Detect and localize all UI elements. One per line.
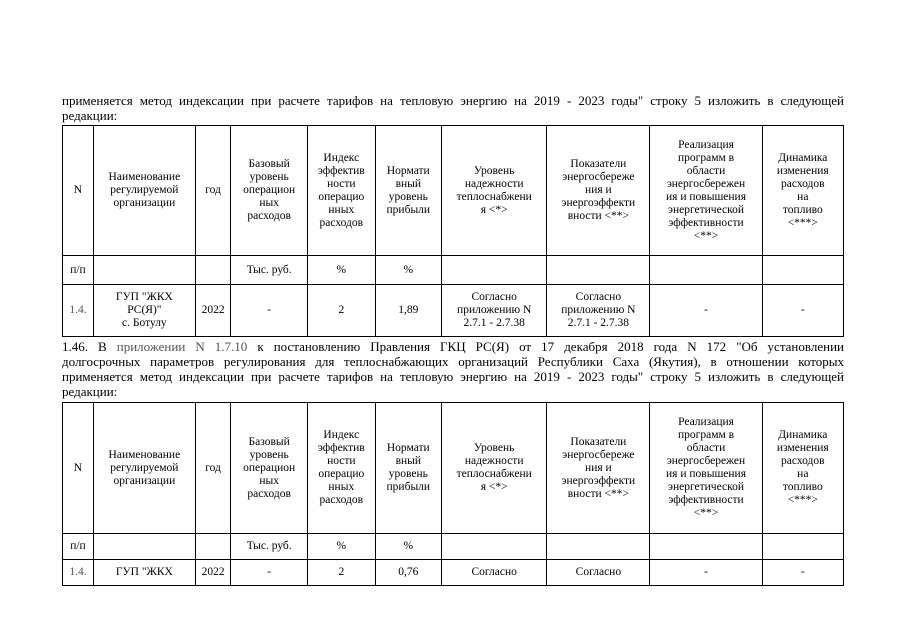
table-row: [63, 285, 844, 337]
tariff-table-2: [62, 402, 844, 586]
unit-cell: [650, 534, 762, 560]
unit-cell: [547, 256, 650, 285]
col-header-organization: Наименование регулируемой организации: [93, 126, 195, 256]
paragraph-line: долгосрочных параметров регулирования для теплоснабжающих организаций Республики Саха (Якутия), в отношении которых: [62, 354, 844, 369]
profit-level-cell: 1,89: [375, 285, 441, 337]
row-number: 1.4.: [63, 285, 94, 337]
units-row: [63, 534, 844, 560]
unit-cell: [442, 534, 547, 560]
col-header-year: год: [195, 126, 231, 256]
units-row: [63, 256, 844, 285]
unit-cell: %: [375, 256, 441, 285]
col-header-profit-level: Нормати вный уровень прибыли: [375, 403, 441, 534]
document-link[interactable]: приложении N 1.7.10: [116, 339, 248, 354]
col-header-base-costs: Базовый уровень операцион ных расходов: [231, 126, 308, 256]
unit-cell: [93, 256, 195, 285]
efficiency-index-cell: 2: [308, 285, 376, 337]
tariff-table-1: [62, 125, 844, 337]
col-header-efficiency-index: Индекс эффектив ности операцио нных расходов: [308, 403, 376, 534]
year-cell: 2022: [195, 560, 231, 586]
col-header-programs: Реализация программ в области энергосбережен ия и повышения энергетической эффективности <**>: [650, 403, 762, 534]
base-costs-cell: -: [231, 285, 308, 337]
year-cell: 2022: [195, 285, 231, 337]
header-row: [63, 126, 844, 256]
col-header-profit-level: Нормати вный уровень прибыли: [375, 126, 441, 256]
efficiency-index-cell: 2: [308, 560, 376, 586]
unit-cell: [442, 256, 547, 285]
col-header-fuel-dynamics: Динамика изменения расходов на топливо <***>: [762, 403, 843, 534]
paragraph-line: применяется метод индексации при расчете тарифов на тепловую энергию на 2019 - 2023 годы" строку 5 изложить в следующей: [62, 369, 844, 384]
unit-cell: [650, 256, 762, 285]
reliability-cell: Согласно приложению N 2.7.1 - 2.7.38: [442, 285, 547, 337]
fuel-dynamics-cell: -: [762, 560, 843, 586]
fuel-dynamics-cell: -: [762, 285, 843, 337]
col-header-organization: Наименование регулируемой организации: [93, 403, 195, 534]
organization-name: ГУП "ЖКХ РС(Я)" с. Ботулу: [93, 285, 195, 337]
unit-cell: п/п: [63, 256, 94, 285]
energy-saving-cell: Согласно: [547, 560, 650, 586]
col-header-number: N: [63, 403, 94, 534]
unit-cell: [762, 534, 843, 560]
unit-cell: %: [308, 256, 376, 285]
unit-cell: [195, 534, 231, 560]
programs-cell: -: [650, 285, 762, 337]
col-header-year: год: [195, 403, 231, 534]
col-header-efficiency-index: Индекс эффектив ности операцио нных расходов: [308, 126, 376, 256]
table-row: [63, 560, 844, 586]
unit-cell: п/п: [63, 534, 94, 560]
col-header-reliability: Уровень надежности теплоснабжени я <*>: [442, 403, 547, 534]
intro-paragraph: [62, 93, 844, 123]
unit-cell: [195, 256, 231, 285]
amendment-paragraph: [62, 339, 844, 399]
paragraph-line: 1.46. В приложении N 1.7.10 к постановлению Правления ГКЦ РС(Я) от 17 декабря 2018 года N 172 "Об установлении: [62, 339, 844, 354]
header-row: [63, 403, 844, 534]
unit-cell: [93, 534, 195, 560]
col-header-programs: Реализация программ в области энергосбережен ия и повышения энергетической эффективности <**>: [650, 126, 762, 256]
profit-level-cell: 0,76: [375, 560, 441, 586]
unit-cell: [762, 256, 843, 285]
col-header-energy-saving: Показатели энергосбереже ния и энергоэффекти вности <**>: [547, 126, 650, 256]
base-costs-cell: -: [231, 560, 308, 586]
col-header-energy-saving: Показатели энергосбереже ния и энергоэффекти вности <**>: [547, 403, 650, 534]
col-header-number: N: [63, 126, 94, 256]
organization-name: ГУП "ЖКХ: [93, 560, 195, 586]
paragraph-line: редакции:: [62, 108, 118, 123]
col-header-reliability: Уровень надежности теплоснабжени я <*>: [442, 126, 547, 256]
col-header-fuel-dynamics: Динамика изменения расходов на топливо <***>: [762, 126, 843, 256]
col-header-base-costs: Базовый уровень операцион ных расходов: [231, 403, 308, 534]
unit-cell: %: [375, 534, 441, 560]
programs-cell: -: [650, 560, 762, 586]
paragraph-line: применяется метод индексации при расчете тарифов на тепловую энергию на 2019 - 2023 годы" строку 5 изложить в следующей: [62, 93, 844, 108]
reliability-cell: Согласно: [442, 560, 547, 586]
row-number: 1.4.: [63, 560, 94, 586]
energy-saving-cell: Согласно приложению N 2.7.1 - 2.7.38: [547, 285, 650, 337]
unit-cell: Тыс. руб.: [231, 534, 308, 560]
unit-cell: %: [308, 534, 376, 560]
unit-cell: [547, 534, 650, 560]
paragraph-line: редакции:: [62, 384, 118, 399]
unit-cell: Тыс. руб.: [231, 256, 308, 285]
